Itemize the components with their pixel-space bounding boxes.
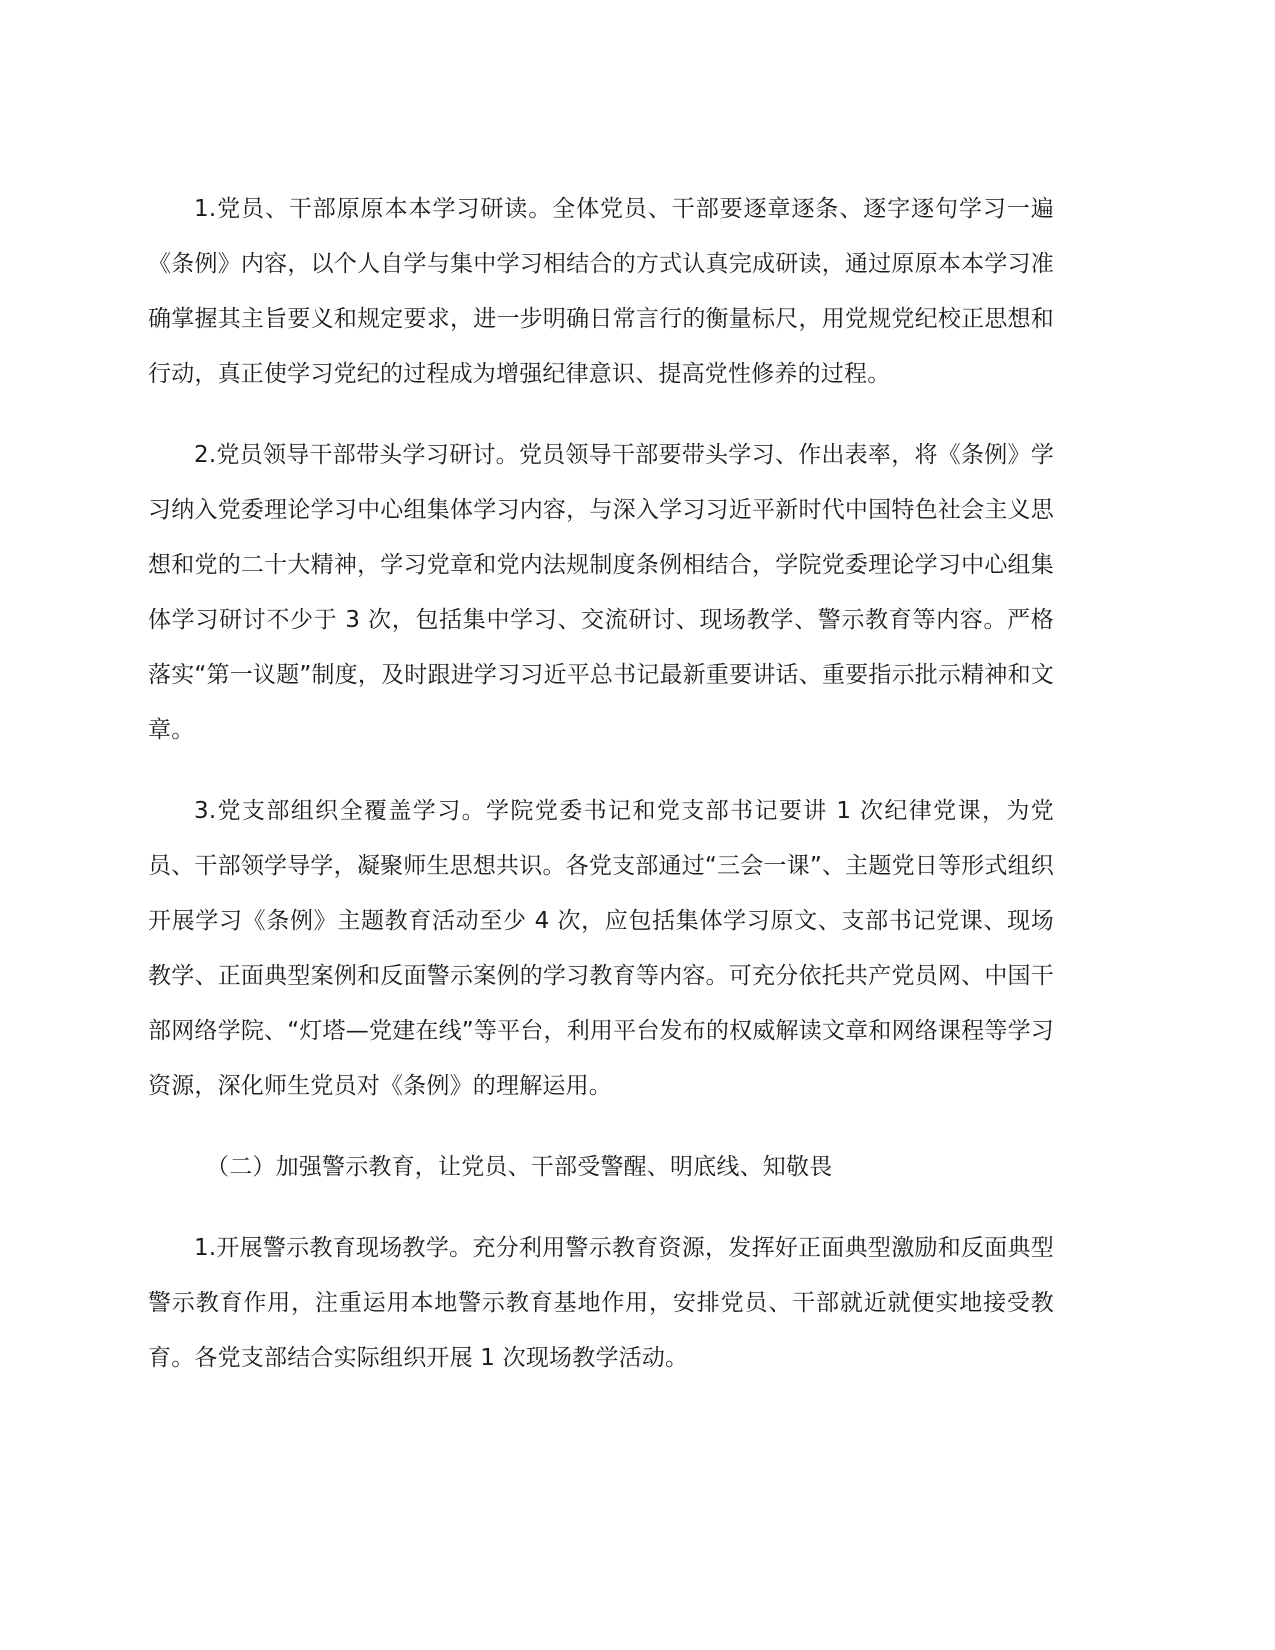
paragraph-study-reading: 1.党员、干部原原本本学习研读。全体党员、干部要逐章逐条、逐字逐句学习一遍《条例》内容，以个人自学与集中学习相结合的方式认真完成研读，通过原原本本学习准确掌握其主旨要义和规定要求，进一步明确日常言行的衡量标尺，用党规党纪校正思想和行动，真正使学习党纪的过程成为增强纪律意识、提高党性修养的过程。	[148, 196, 1054, 387]
document-body	[148, 182, 1054, 1412]
paragraph-onsite-teaching: 1.开展警示教育现场教学。充分利用警示教育资源，发挥好正面典型激励和反面典型警示教育作用，注重运用本地警示教育基地作用，安排党员、干部就近就便实地接受教育。各党支部结合实际组织开展 1 次现场教学活动。	[148, 1235, 1054, 1371]
paragraph-leaders-study: 2.党员领导干部带头学习研讨。党员领导干部要带头学习、作出表率，将《条例》学习纳入党委理论学习中心组集体学习内容，与深入学习习近平新时代中国特色社会主义思想和党的二十大精神，学习党章和党内法规制度条例相结合，学院党委理论学习中心组集体学习研讨不少于 3 次，包括集中学习、交流研讨、现场教学、警示教育等内容。严格落实“第一议题”制度，及时跟进学习习近平总书记最新重要讲话、重要指示批示精神和文章。	[148, 442, 1054, 743]
paragraph-branch-study: 3.党支部组织全覆盖学习。学院党委书记和党支部书记要讲 1 次纪律党课，为党员、干部领学导学，凝聚师生思想共识。各党支部通过“三会一课”、主题党日等形式组织开展学习《条例》主题教育活动至少 4 次，应包括集体学习原文、支部书记党课、现场教学、正面典型案例和反面警示案例的学习教育等内容。可充分依托共产党员网、中国干部网络学院、“灯塔—党建在线”等平台，利用平台发布的权威解读文章和网络课程等学习资源，深化师生党员对《条例》的理解运用。	[148, 798, 1054, 1099]
section-heading-warning-education: （二）加强警示教育，让党员、干部受警醒、明底线、知敬畏	[206, 1154, 833, 1180]
